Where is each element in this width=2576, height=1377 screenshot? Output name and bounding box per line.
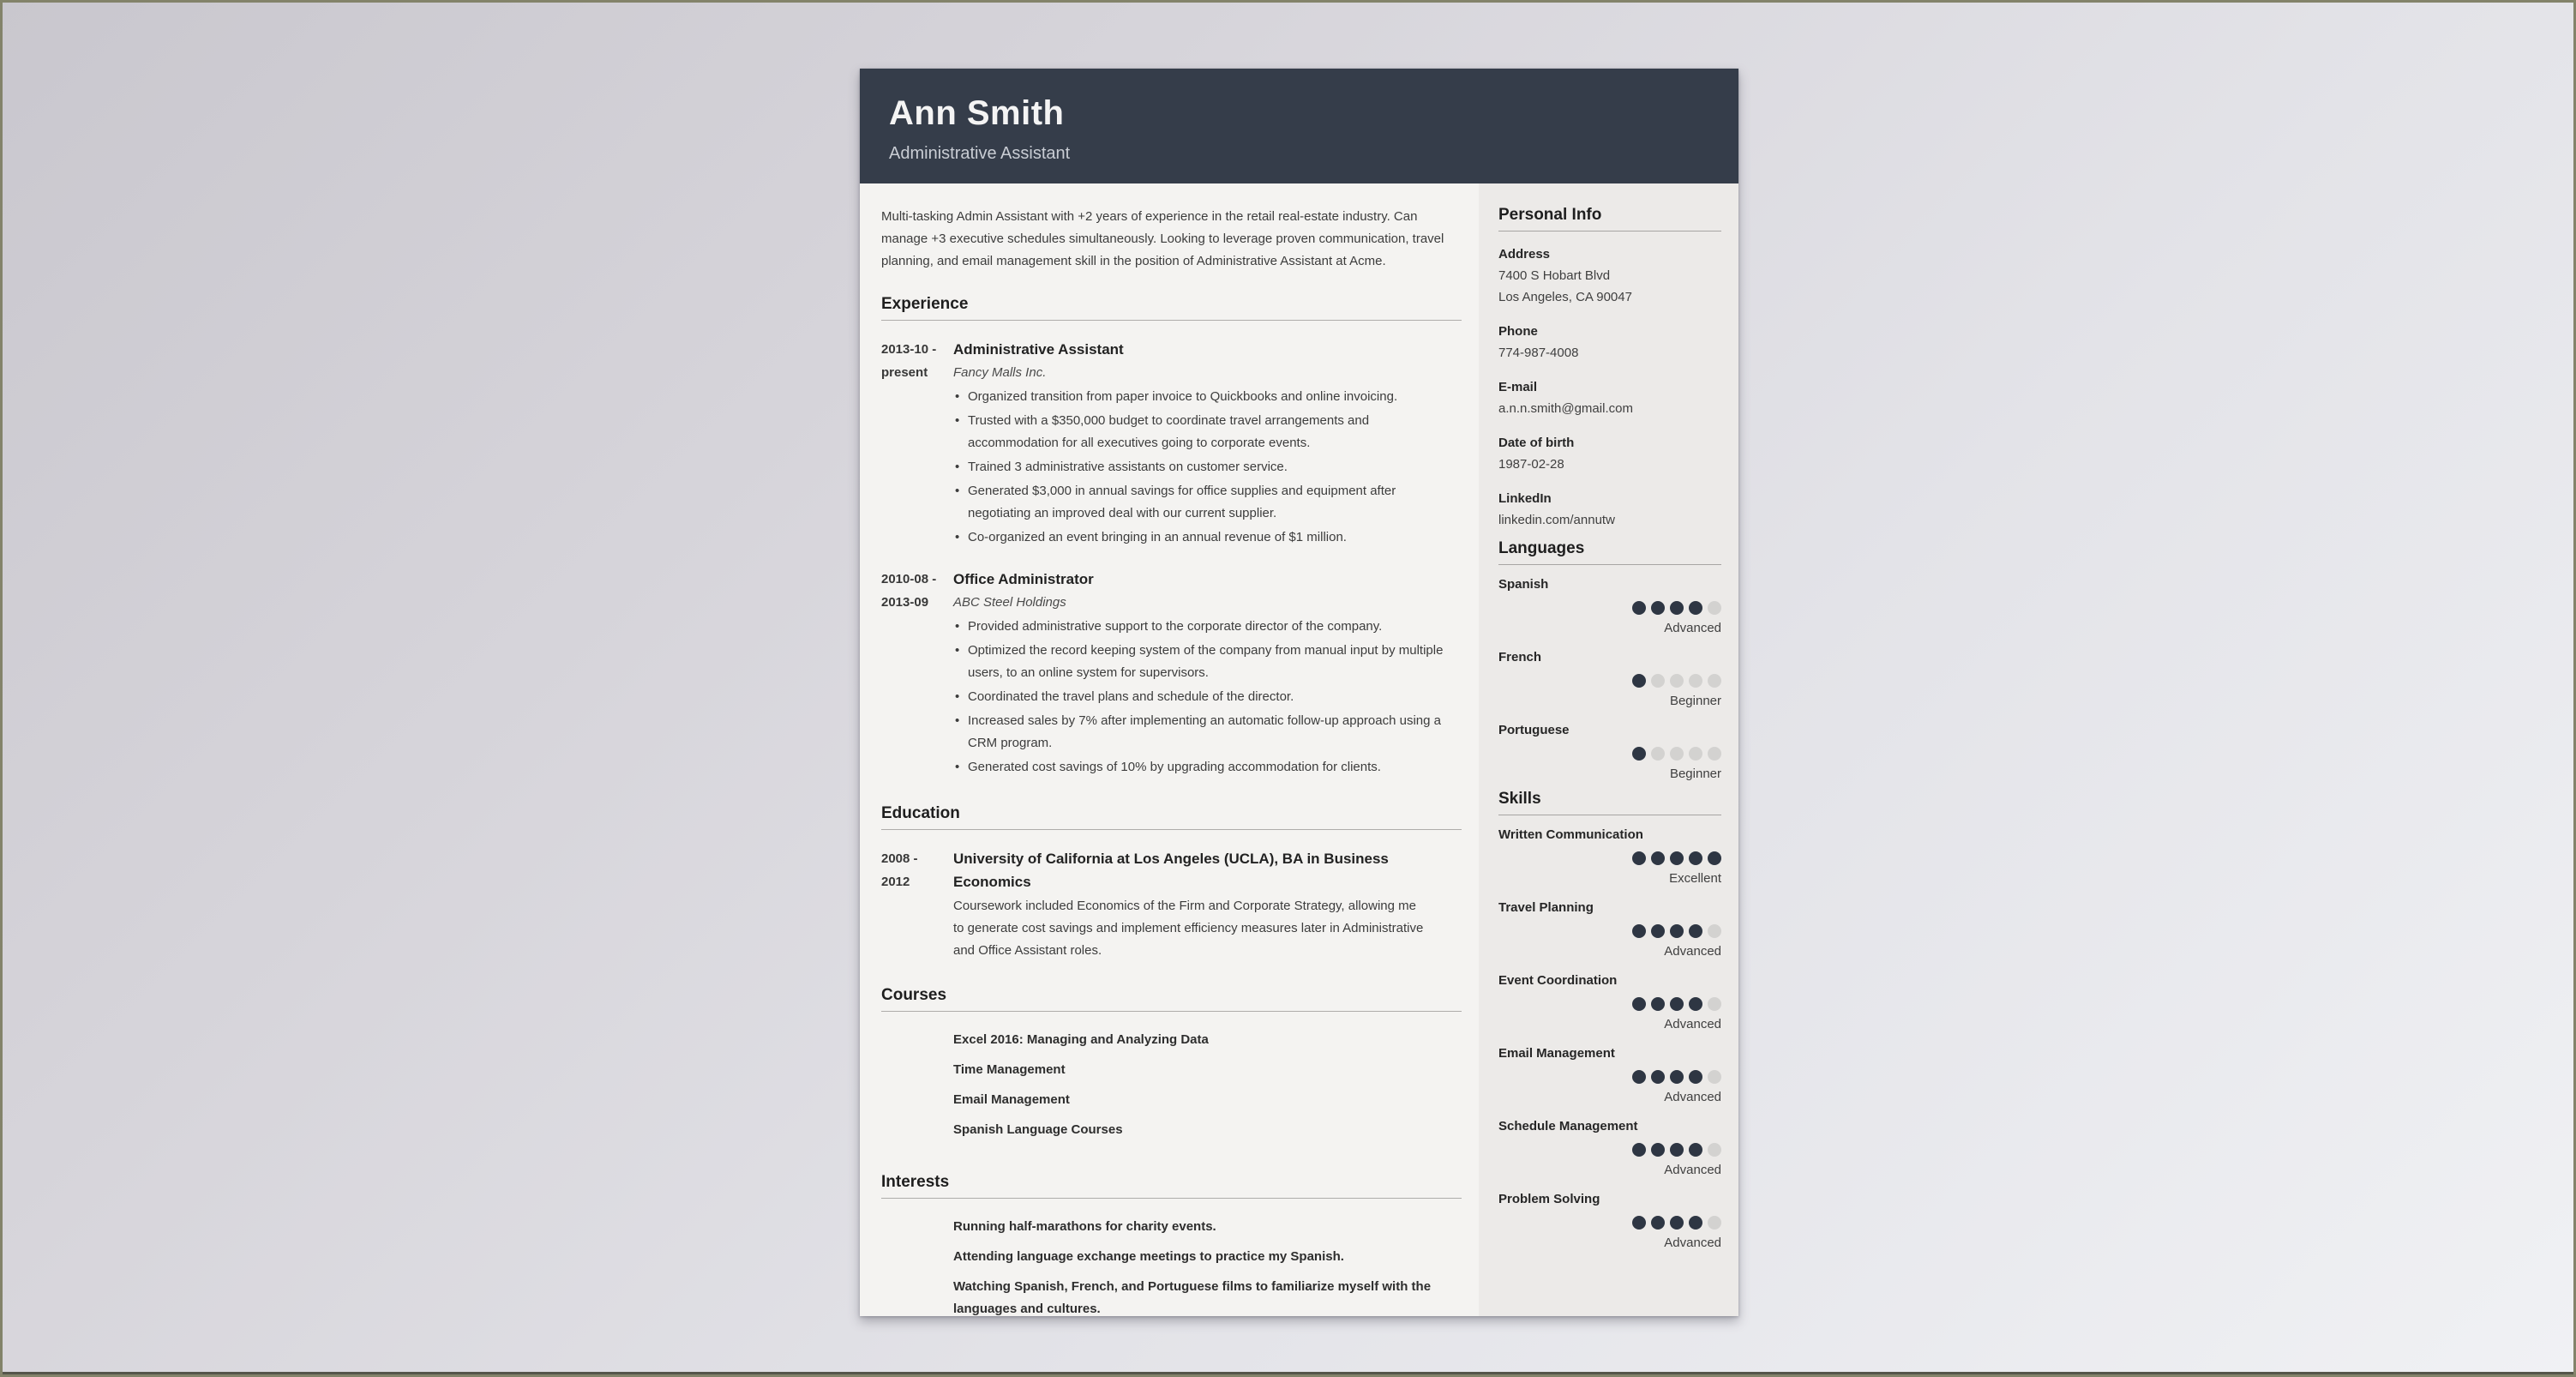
skill-name: Event Coordination — [1498, 973, 1618, 988]
rating-dot — [1651, 601, 1665, 615]
job-title: Office Administrator — [953, 571, 1094, 587]
rating-dot — [1632, 1216, 1646, 1230]
rating-dot — [1632, 1070, 1646, 1084]
entry-dates — [881, 338, 953, 550]
rating-dot — [1632, 924, 1646, 938]
address-line: 7400 S Hobart Blvd — [1498, 268, 1611, 283]
rating-dot — [1651, 851, 1665, 865]
entry-content — [953, 1216, 1462, 1328]
entry-content — [953, 338, 1462, 550]
rating-dot — [1708, 1143, 1721, 1157]
section-heading-personal-info: Personal Info — [1498, 206, 1721, 232]
rating-dot — [1689, 1070, 1702, 1084]
language-rating-dots — [1498, 601, 1721, 615]
phone-value: 774-987-4008 — [1498, 346, 1579, 360]
rating-dot — [1689, 1143, 1702, 1157]
summary-paragraph: Multi-tasking Admin Assistant with +2 years of experience in the retail real-estate industry. Can manage +3 executive schedules simultaneously. Looking to leverage proven communication, travel planning, and email management skill in the position of Administrative Assistant at Acme. — [881, 209, 1444, 268]
job-bullet: • Coordinated the travel plans and schedule of the director. — [953, 686, 1450, 708]
skill-level-label: Advanced — [1664, 1236, 1721, 1250]
date-range-end: 2012 — [881, 875, 910, 889]
entry-dates — [881, 568, 953, 780]
date-range-end: present — [881, 365, 928, 380]
date-range-start: 2010-08 - — [881, 572, 937, 586]
language-name: Portuguese — [1498, 723, 1570, 737]
job-title: Administrative Assistant — [953, 341, 1124, 358]
skill-level-label: Advanced — [1664, 1163, 1721, 1177]
rating-dot — [1708, 601, 1721, 615]
skill-item — [1498, 827, 1721, 886]
skill-item — [1498, 1192, 1721, 1250]
info-group-phone — [1498, 321, 1721, 364]
section-heading-languages: Languages — [1498, 539, 1721, 565]
language-item — [1498, 723, 1721, 781]
entry-dates-spacer — [881, 1216, 953, 1328]
course-item: Email Management — [953, 1092, 1070, 1107]
education-entry — [881, 847, 1462, 962]
job-bullet: • Provided administrative support to the corporate director of the company. — [953, 616, 1450, 638]
skill-level-label: Advanced — [1664, 1090, 1721, 1104]
entry-dates — [881, 847, 953, 962]
section-heading-experience: Experience — [881, 295, 1462, 321]
skill-name: Email Management — [1498, 1046, 1615, 1061]
language-item — [1498, 577, 1721, 635]
main-column — [860, 183, 1479, 1316]
rating-dot — [1670, 1070, 1684, 1084]
sidebar-column — [1479, 183, 1738, 1316]
job-bullet: • Co-organized an event bringing in an annual revenue of $1 million. — [953, 526, 1450, 549]
rating-dot — [1651, 1070, 1665, 1084]
info-group-email — [1498, 376, 1721, 419]
section-heading-education: Education — [881, 804, 1462, 830]
language-level-label: Beginner — [1669, 767, 1721, 781]
rating-dot — [1651, 1143, 1665, 1157]
job-bullet: • Increased sales by 7% after implementing an automatic follow-up approach using a CRM program. — [953, 710, 1450, 755]
phone-label: Phone — [1498, 324, 1538, 339]
rating-dot — [1708, 674, 1721, 688]
course-item: Spanish Language Courses — [953, 1122, 1123, 1137]
job-bullet-list — [953, 616, 1450, 779]
skill-level-label: Excellent — [1669, 871, 1721, 886]
company-name: ABC Steel Holdings — [953, 595, 1066, 610]
info-group-address — [1498, 244, 1721, 308]
rating-dot — [1632, 674, 1646, 688]
rating-dot — [1670, 601, 1684, 615]
language-level-label: Beginner — [1669, 694, 1721, 708]
email-label: E-mail — [1498, 380, 1538, 394]
rating-dot — [1708, 747, 1721, 761]
job-bullet: • Generated $3,000 in annual savings for office supplies and equipment after negotiating an improved deal with our current supplier. — [953, 480, 1450, 525]
candidate-job-title: Administrative Assistant — [889, 144, 1071, 163]
skill-rating-dots — [1498, 1143, 1721, 1157]
skill-rating-dots — [1498, 1070, 1721, 1084]
rating-dot — [1670, 1216, 1684, 1230]
interest-item: Attending language exchange meetings to practice my Spanish. — [953, 1249, 1344, 1264]
job-bullet: • Trusted with a $350,000 budget to coordinate travel arrangements and accommodation for all executives going to corporate events. — [953, 410, 1450, 454]
entry-content — [953, 568, 1462, 780]
rating-dot — [1689, 674, 1702, 688]
rating-dot — [1651, 674, 1665, 688]
dob-label: Date of birth — [1498, 436, 1575, 450]
skill-rating-dots — [1498, 851, 1721, 865]
rating-dot — [1632, 1143, 1646, 1157]
skill-name: Schedule Management — [1498, 1119, 1638, 1133]
skill-rating-dots — [1498, 924, 1721, 938]
course-item: Time Management — [953, 1062, 1066, 1077]
language-level-label: Advanced — [1664, 621, 1721, 635]
address-line: Los Angeles, CA 90047 — [1498, 290, 1632, 304]
skill-name: Problem Solving — [1498, 1192, 1600, 1206]
rating-dot — [1708, 851, 1721, 865]
section-heading-skills: Skills — [1498, 790, 1721, 815]
rating-dot — [1632, 601, 1646, 615]
entry-content — [953, 847, 1462, 962]
experience-entry — [881, 568, 1462, 780]
language-name: Spanish — [1498, 577, 1549, 592]
rating-dot — [1670, 1143, 1684, 1157]
language-rating-dots — [1498, 747, 1721, 761]
resume-body — [860, 183, 1738, 1316]
rating-dot — [1651, 747, 1665, 761]
skill-name: Travel Planning — [1498, 900, 1594, 915]
info-group-dob — [1498, 432, 1721, 475]
rating-dot — [1689, 924, 1702, 938]
rating-dot — [1708, 1216, 1721, 1230]
rating-dot — [1689, 601, 1702, 615]
rating-dot — [1632, 851, 1646, 865]
skill-item — [1498, 1046, 1721, 1104]
rating-dot — [1670, 924, 1684, 938]
company-name: Fancy Malls Inc. — [953, 365, 1047, 380]
rating-dot — [1689, 1216, 1702, 1230]
skill-item — [1498, 900, 1721, 959]
email-value: a.n.n.smith@gmail.com — [1498, 401, 1633, 416]
experience-entry — [881, 338, 1462, 550]
rating-dot — [1651, 1216, 1665, 1230]
dob-value: 1987-02-28 — [1498, 457, 1564, 472]
job-bullet-list — [953, 386, 1450, 549]
degree-title: University of California at Los Angeles (UCLA), BA in Business Economics — [953, 851, 1389, 890]
date-range-start: 2008 - — [881, 851, 918, 866]
address-label: Address — [1498, 247, 1551, 262]
education-description: Coursework included Economics of the Firm and Corporate Strategy, allowing me to generate cost savings and implement efficiency measures later in Administrative and Office Assistant roles. — [953, 899, 1424, 958]
rating-dot — [1670, 747, 1684, 761]
rating-dot — [1708, 924, 1721, 938]
rating-dot — [1670, 851, 1684, 865]
entry-dates-spacer — [881, 1029, 953, 1149]
skill-level-label: Advanced — [1664, 944, 1721, 959]
info-group-linkedin — [1498, 488, 1721, 531]
language-name: French — [1498, 650, 1542, 664]
rating-dot — [1708, 997, 1721, 1011]
rating-dot — [1689, 851, 1702, 865]
language-item — [1498, 650, 1721, 708]
rating-dot — [1708, 1070, 1721, 1084]
rating-dot — [1689, 997, 1702, 1011]
section-heading-interests: Interests — [881, 1173, 1462, 1199]
job-bullet: • Organized transition from paper invoice to Quickbooks and online invoicing. — [953, 386, 1450, 408]
rating-dot — [1670, 674, 1684, 688]
entry-content — [953, 1029, 1462, 1149]
rating-dot — [1651, 924, 1665, 938]
interest-item: Running half-marathons for charity events. — [953, 1219, 1216, 1234]
skill-name: Written Communication — [1498, 827, 1643, 842]
rating-dot — [1632, 747, 1646, 761]
job-bullet: • Trained 3 administrative assistants on customer service. — [953, 456, 1450, 478]
candidate-name: Ann Smith — [889, 94, 1065, 132]
rating-dot — [1632, 997, 1646, 1011]
skill-item — [1498, 1119, 1721, 1177]
job-bullet: • Generated cost savings of 10% by upgrading accommodation for clients. — [953, 756, 1450, 779]
language-rating-dots — [1498, 674, 1721, 688]
date-range-start: 2013-10 - — [881, 342, 937, 357]
resume-header — [860, 69, 1738, 183]
skill-rating-dots — [1498, 997, 1721, 1011]
skill-level-label: Advanced — [1664, 1017, 1721, 1031]
date-range-end: 2013-09 — [881, 595, 929, 610]
job-bullet: • Optimized the record keeping system of the company from manual input by multiple users, to an online system for supervisors. — [953, 640, 1450, 684]
rating-dot — [1651, 997, 1665, 1011]
course-item: Excel 2016: Managing and Analyzing Data — [953, 1032, 1209, 1047]
resume-page — [860, 69, 1738, 1316]
linkedin-value: linkedin.com/annutw — [1498, 513, 1615, 527]
rating-dot — [1689, 747, 1702, 761]
linkedin-label: LinkedIn — [1498, 491, 1552, 506]
courses-list — [881, 1029, 1462, 1149]
section-heading-courses: Courses — [881, 986, 1462, 1012]
rating-dot — [1670, 997, 1684, 1011]
skill-item — [1498, 973, 1721, 1031]
interest-item: Watching Spanish, French, and Portuguese films to familiarize myself with the languages and cultures. — [953, 1279, 1432, 1316]
interests-list — [881, 1216, 1462, 1328]
skill-rating-dots — [1498, 1216, 1721, 1230]
